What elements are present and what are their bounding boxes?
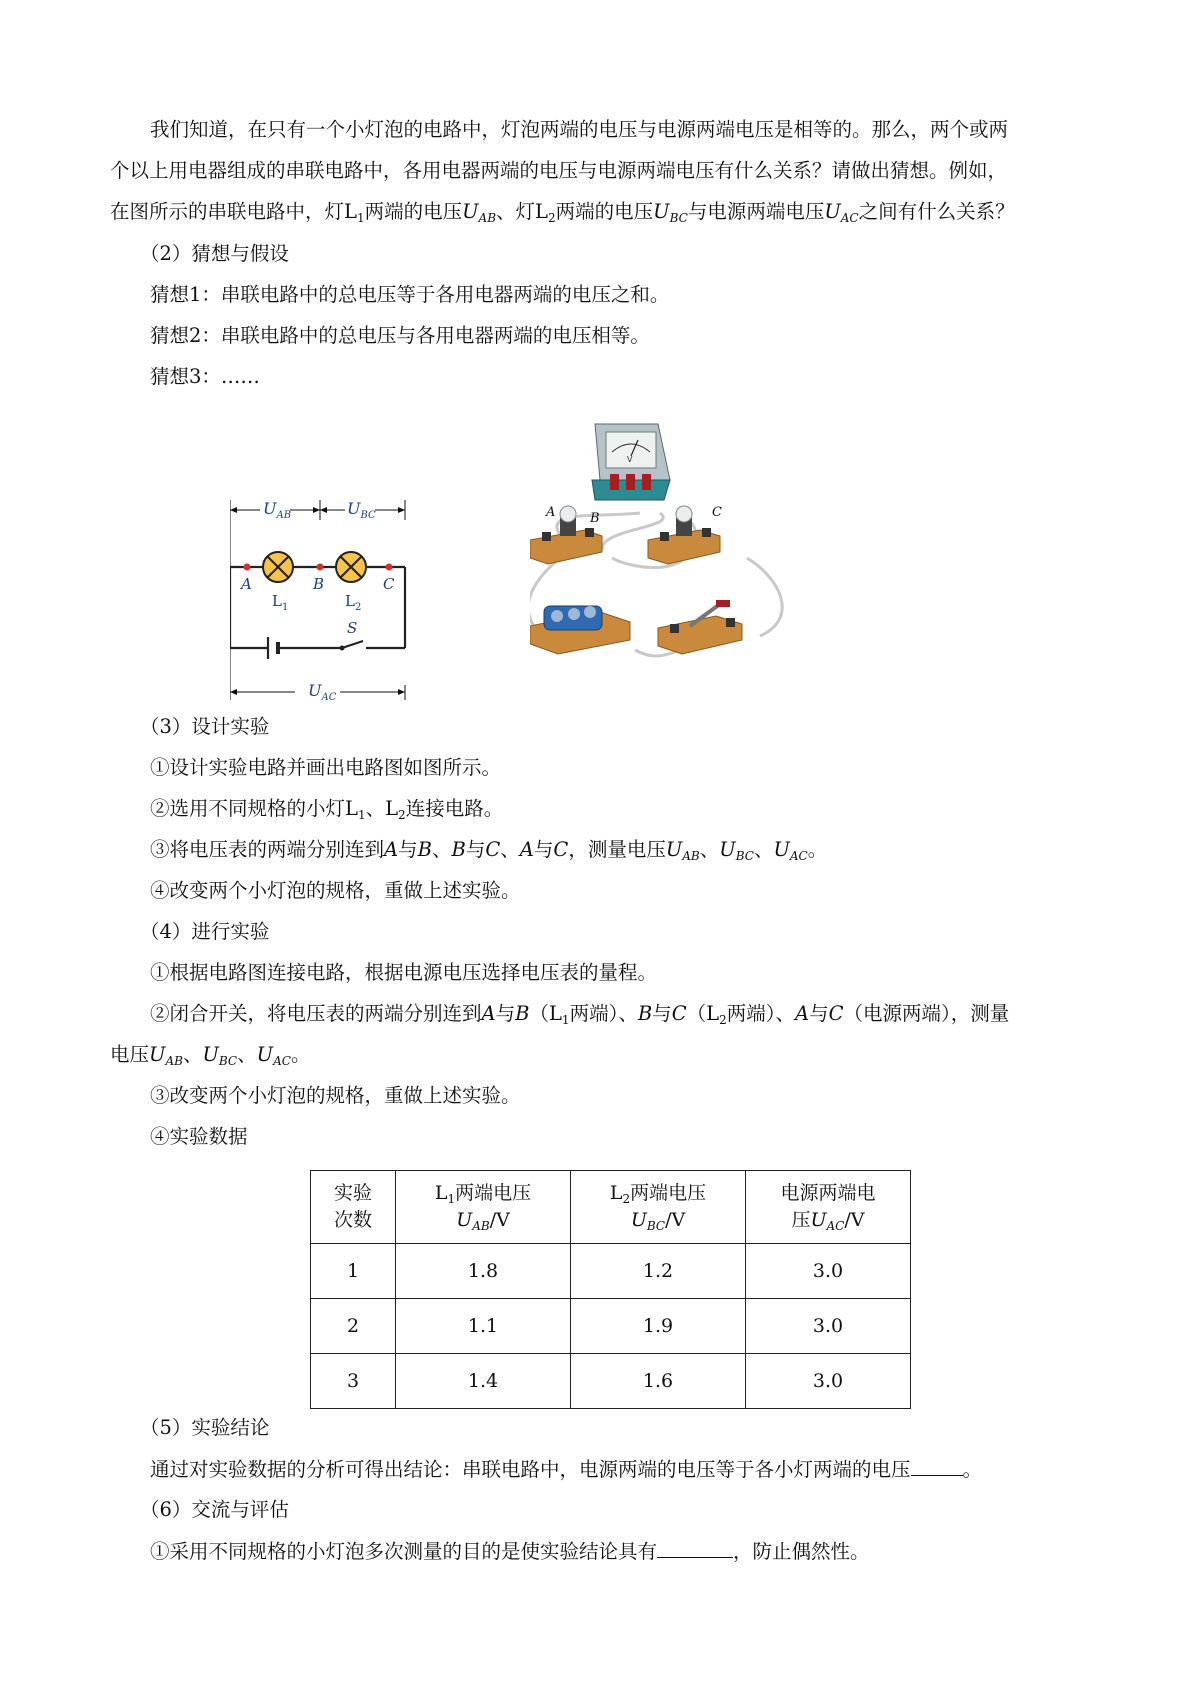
- design-step-4: ④改变两个小灯泡的规格，重做上述实验。: [150, 879, 521, 902]
- switch-board: [658, 600, 742, 654]
- apparatus-illustration: [530, 418, 800, 690]
- label-lamp-2: $L_2$: [345, 592, 362, 613]
- photo-label-a: A: [546, 505, 556, 520]
- cell-trial: 2: [311, 1299, 396, 1354]
- header-trial: 实验 次数: [311, 1171, 396, 1244]
- voltmeter-unit: V: [627, 455, 633, 464]
- point-b-dot: [317, 564, 324, 571]
- guess-3: 猜想3：……: [150, 365, 260, 388]
- guess-2: 猜想2：串联电路中的总电压与各用电器两端的电压相等。: [150, 324, 650, 347]
- lamp-2-symbol: [336, 552, 366, 582]
- cell-uab: 1.8: [396, 1244, 571, 1299]
- cell-ubc: 1.6: [571, 1354, 746, 1409]
- section-4-heading: （4）进行实验: [140, 920, 270, 943]
- switch-pivot: [340, 646, 345, 651]
- intro-line-3: 在图所示的串联电路中，灯$L_1$两端的电压$U_{AB}$、灯$L_2$两端的电压$U_{BC}$与电源两端电压$U_{AC}$之间有什么关系？: [110, 200, 1015, 225]
- lamp-board-2: [648, 506, 720, 564]
- design-step-3: ③将电压表的两端分别连到A与B、B与C、A与C，测量电压$U_{AB}$、$U_{BC}$、$U_{AC}$。: [150, 838, 828, 863]
- design-step-1: ①设计实验电路并画出电路图如图所示。: [150, 756, 502, 779]
- section-3-heading: （3）设计实验: [140, 715, 270, 738]
- procedure-step-4: ④实验数据: [150, 1125, 248, 1148]
- conclusion-text: 通过对实验数据的分析可得出结论：串联电路中，电源两端的电压等于各小灯两端的电压 。: [150, 1455, 1150, 1484]
- battery-holder: [530, 606, 630, 654]
- label-point-b: B: [313, 575, 325, 593]
- design-step-2: ②选用不同规格的小灯$L_1$、$L_2$连接电路。: [150, 797, 504, 822]
- cell-uab: 1.1: [396, 1299, 571, 1354]
- cell-uab: 1.4: [396, 1354, 571, 1409]
- procedure-step-1: ①根据电路图连接电路，根据电源电压选择电压表的量程。: [150, 961, 658, 984]
- header-l1-voltage: $L_1$两端电压 $U_{AB}/V$: [396, 1171, 571, 1244]
- photo-label-b: B: [590, 511, 600, 526]
- section-5-heading: （5）实验结论: [140, 1416, 270, 1439]
- cell-uac: 3.0: [746, 1299, 911, 1354]
- procedure-step-2: ②闭合开关，将电压表的两端分别连到A与$B(L_1$两端）、B与$C(L_2$两端）、A与C（电源两端），测量: [150, 1002, 1010, 1027]
- voltmeter: [592, 424, 670, 500]
- header-l2-voltage: $L_2$两端电压 $U_{BC}/V$: [571, 1171, 746, 1244]
- label-switch: S: [347, 619, 358, 637]
- table-row: [311, 1244, 911, 1299]
- cell-uac: 3.0: [746, 1244, 911, 1299]
- evaluation-text: ①采用不同规格的小灯泡多次测量的目的是使实验结论具有 ，防止偶然性。: [150, 1537, 1150, 1566]
- table-header-row: [311, 1171, 911, 1244]
- point-c-dot: [386, 564, 393, 571]
- cell-trial: 3: [311, 1354, 396, 1409]
- series-circuit-diagram: [230, 500, 460, 700]
- intro-line-2: 个以上用电器组成的串联电路中，各用电器两端的电压与电源两端电压有什么关系？请做出猜想。例如，: [110, 159, 1008, 182]
- label-ubc: $U_{BC}$: [347, 500, 376, 521]
- cell-trial: 1: [311, 1244, 396, 1299]
- cell-uac: 3.0: [746, 1354, 911, 1409]
- label-point-a: A: [241, 575, 252, 593]
- procedure-step-2-cont: 电压$U_{AB}$、$U_{BC}$、$U_{AC}$。: [110, 1043, 311, 1068]
- label-lamp-1: $L_1$: [272, 592, 289, 613]
- lamp-1-symbol: [263, 552, 293, 582]
- cell-ubc: 1.2: [571, 1244, 746, 1299]
- section-6-heading: （6）交流与评估: [140, 1498, 289, 1521]
- table-row: [311, 1354, 911, 1409]
- section-2-heading: （2）猜想与假设: [140, 242, 289, 265]
- label-uac: $U_{AC}$: [308, 681, 337, 700]
- label-point-c: C: [383, 575, 395, 593]
- photo-label-c: C: [712, 505, 722, 520]
- label-uab: $U_{AB}$: [263, 500, 292, 521]
- intro-line-1: 我们知道，在只有一个小灯泡的电路中，灯泡两端的电压与电源两端电压是相等的。那么，两个或两: [150, 118, 1009, 141]
- answer-blank[interactable]: [911, 1455, 963, 1476]
- cell-ubc: 1.9: [571, 1299, 746, 1354]
- procedure-step-3: ③改变两个小灯泡的规格，重做上述实验。: [150, 1084, 521, 1107]
- table-row: [311, 1299, 911, 1354]
- answer-blank[interactable]: [657, 1537, 733, 1558]
- data-table: [310, 1170, 911, 1409]
- header-source-voltage: 电源两端电 压$U_{AC}/V$: [746, 1171, 911, 1244]
- point-a-dot: [244, 564, 251, 571]
- guess-1: 猜想1：串联电路中的总电压等于各用电器两端的电压之和。: [150, 283, 670, 306]
